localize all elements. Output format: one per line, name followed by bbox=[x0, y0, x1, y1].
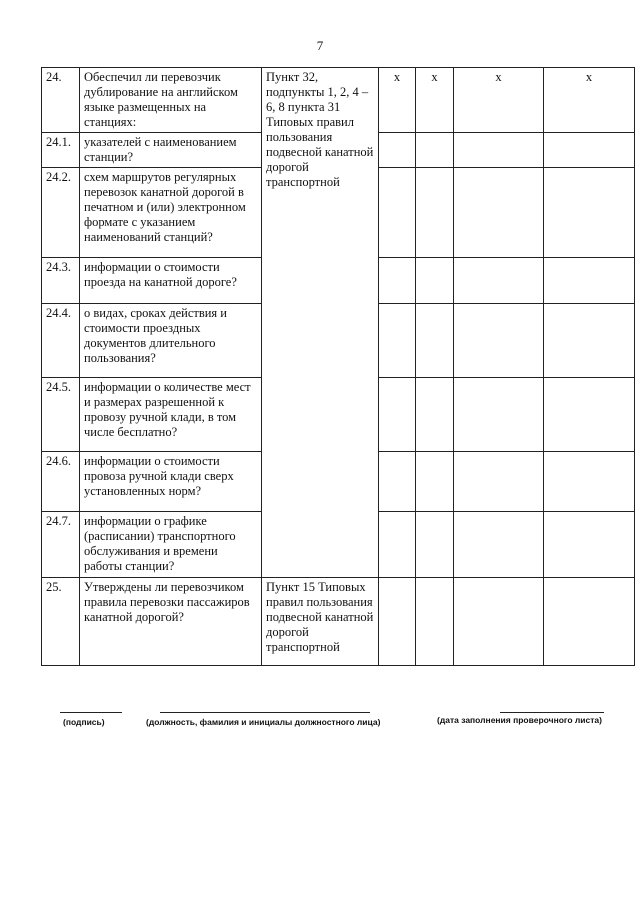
check-mark: x bbox=[544, 68, 635, 133]
signature-line[interactable] bbox=[60, 712, 122, 713]
item-number: 24.3. bbox=[42, 258, 80, 304]
notes-cell[interactable] bbox=[544, 258, 635, 304]
answer-cell-na[interactable] bbox=[454, 452, 544, 512]
answer-cell-yes[interactable] bbox=[379, 452, 416, 512]
signature-caption: (подпись) bbox=[63, 717, 105, 727]
legal-reference: Пункт 32, подпункты 1, 2, 4 – 6, 8 пункта 31 Типовых правил пользования подвесной канатной дорогой транспортной bbox=[262, 68, 379, 578]
item-number: 25. bbox=[42, 578, 80, 666]
answer-cell-no[interactable] bbox=[416, 578, 454, 666]
item-number: 24.7. bbox=[42, 512, 80, 578]
question-text: информации о стоимости провоза ручной клади сверх установленных норм? bbox=[80, 452, 262, 512]
position-line[interactable] bbox=[160, 712, 370, 713]
answer-cell-no[interactable] bbox=[416, 378, 454, 452]
answer-cell-na[interactable] bbox=[454, 378, 544, 452]
item-number: 24.4. bbox=[42, 304, 80, 378]
question-text: указателей с наименованием станции? bbox=[80, 133, 262, 168]
item-number: 24.2. bbox=[42, 168, 80, 258]
answer-cell-yes[interactable] bbox=[379, 378, 416, 452]
item-number: 24.5. bbox=[42, 378, 80, 452]
item-number: 24. bbox=[42, 68, 80, 133]
notes-cell[interactable] bbox=[544, 512, 635, 578]
question-text: информации о стоимости проезда на канатной дороге? bbox=[80, 258, 262, 304]
notes-cell[interactable] bbox=[544, 168, 635, 258]
date-line[interactable] bbox=[500, 712, 604, 713]
answer-cell-na[interactable] bbox=[454, 133, 544, 168]
answer-cell-no[interactable] bbox=[416, 452, 454, 512]
answer-cell-no[interactable] bbox=[416, 133, 454, 168]
answer-cell-yes[interactable] bbox=[379, 168, 416, 258]
answer-cell-na[interactable] bbox=[454, 512, 544, 578]
page-number: 7 bbox=[316, 38, 324, 53]
legal-reference: Пункт 15 Типовых правил пользования подвесной канатной дорогой транспортной bbox=[262, 578, 379, 666]
question-text: Обеспечил ли перевозчик дублирование на английском языке размещенных на станциях: bbox=[80, 68, 262, 133]
notes-cell[interactable] bbox=[544, 304, 635, 378]
answer-cell-no[interactable] bbox=[416, 304, 454, 378]
question-text: схем маршрутов регулярных перевозок канатной дорогой в печатном и (или) электронном формате с указанием наименований станций? bbox=[80, 168, 262, 258]
question-text: информации о графике (расписании) транспортного обслуживания и времени работы станции? bbox=[80, 512, 262, 578]
check-mark: x bbox=[379, 68, 416, 133]
table-row bbox=[42, 578, 635, 666]
answer-cell-na[interactable] bbox=[454, 258, 544, 304]
notes-cell[interactable] bbox=[544, 133, 635, 168]
answer-cell-no[interactable] bbox=[416, 512, 454, 578]
check-mark: x bbox=[416, 68, 454, 133]
position-caption: (должность, фамилия и инициалы должностного лица) bbox=[146, 717, 381, 727]
answer-cell-na[interactable] bbox=[454, 304, 544, 378]
question-text: Утверждены ли перевозчиком правила перевозки пассажиров канатной дорогой? bbox=[80, 578, 262, 666]
answer-cell-yes[interactable] bbox=[379, 133, 416, 168]
answer-cell-na[interactable] bbox=[454, 168, 544, 258]
date-caption: (дата заполнения проверочного листа) bbox=[437, 715, 602, 725]
answer-cell-no[interactable] bbox=[416, 168, 454, 258]
notes-cell[interactable] bbox=[544, 378, 635, 452]
answer-cell-yes[interactable] bbox=[379, 578, 416, 666]
item-number: 24.6. bbox=[42, 452, 80, 512]
answer-cell-yes[interactable] bbox=[379, 258, 416, 304]
answer-cell-no[interactable] bbox=[416, 258, 454, 304]
check-mark: x bbox=[454, 68, 544, 133]
item-number: 24.1. bbox=[42, 133, 80, 168]
notes-cell[interactable] bbox=[544, 578, 635, 666]
question-text: информации о количестве мест и размерах разрешенной к провозу ручной клади, в том числе бесплатно? bbox=[80, 378, 262, 452]
notes-cell[interactable] bbox=[544, 452, 635, 512]
question-text: о видах, сроках действия и стоимости проездных документов длительного пользования? bbox=[80, 304, 262, 378]
answer-cell-yes[interactable] bbox=[379, 512, 416, 578]
table-row bbox=[42, 68, 635, 133]
answer-cell-yes[interactable] bbox=[379, 304, 416, 378]
checklist-table bbox=[41, 67, 635, 666]
answer-cell-na[interactable] bbox=[454, 578, 544, 666]
